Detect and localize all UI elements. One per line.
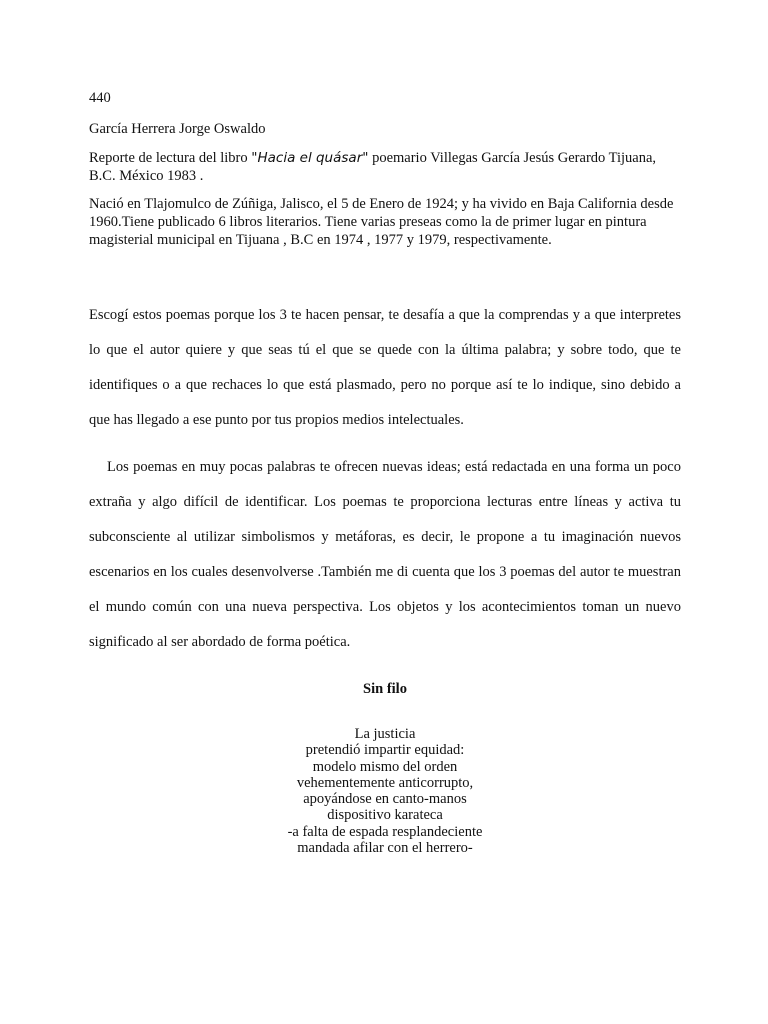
book-title: "Hacia el quásar" <box>251 150 369 166</box>
poem-line: modelo mismo del orden <box>312 758 458 775</box>
page-number: 440 <box>89 90 111 106</box>
poem-line: mandada afilar con el herrero- <box>297 840 473 857</box>
poem-line: apoyándose en canto-manos <box>303 791 467 808</box>
poem-line: vehementemente anticorrupto, <box>296 774 474 791</box>
paragraph-2: Los poemas en muy pocas palabras te ofrecen nuevas ideas; está redactada en una forma un poco extraña y algo difícil de identificar. Los poemas te proporciona lecturas entre líneas y activa tu subconsciente al utilizar simbolismos y metáforas, es decir, le propone a tu imaginación nuevos escenarios en los cuales desenvolverse .También me di cuenta que los 3 poemas del autor te muestran el mundo común con una nueva perspectiva. Los objetos y los acontecimientos toman un nuevo significado al ser abordado de forma poética. <box>89 459 681 650</box>
author-name: García Herrera Jorge Oswaldo <box>89 121 266 137</box>
poem-body <box>89 726 681 856</box>
poem-title: Sin filo <box>363 681 407 697</box>
poem-line: La justicia <box>354 726 416 742</box>
poem-line: pretendió impartir equidad: <box>305 742 465 759</box>
report-heading <box>89 149 681 185</box>
poem-line: dispositivo karateca <box>327 807 443 824</box>
paragraph-1: Escogí estos poemas porque los 3 te hacen pensar, te desafía a que la comprendas y a que interpretes lo que el autor quiere y que seas tú el que se quede con la última palabra; y sobre todo, que te identifiques o a que rechaces lo que está plasmado, pero no porque así te lo indique, sino debido a que has llegado a ese punto por tus propios medios intelectuales. <box>89 307 681 428</box>
author-bio: Nació en Tlajomulco de Zúñiga, Jalisco, el 5 de Enero de 1924; y ha vivido en Baja California desde 1960.Tiene publicado 6 libros literarios. Tiene varias preseas como la de primer lugar en pintura magisterial municipal en Tijuana , B.C en 1974 , 1977 y 1979, respectivamente. <box>89 196 674 248</box>
report-prefix: Reporte de lectura del libro <box>89 150 252 166</box>
report-suffix: poemario Villegas García Jesús Gerardo Tijuana, B.C. México 1983 . <box>89 150 657 184</box>
poem-line: -a falta de espada resplandeciente <box>287 823 483 840</box>
